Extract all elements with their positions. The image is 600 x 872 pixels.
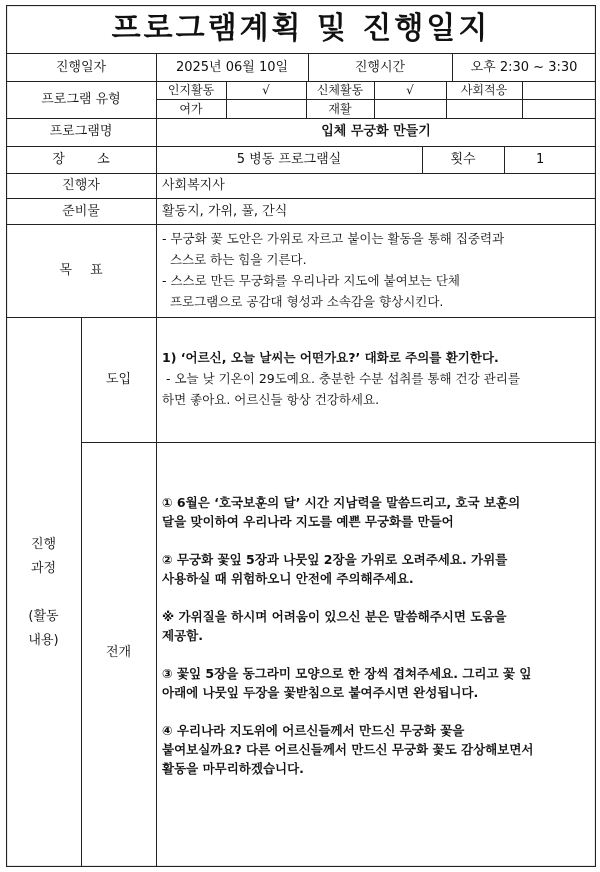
intro-label: 도입 xyxy=(105,372,132,387)
develop-text xyxy=(162,493,594,778)
intro-line: - 오늘 낮 기온이 29도예요. 충분한 수분 섭취를 통해 건강 관리를 xyxy=(162,371,520,386)
develop-line xyxy=(162,645,594,664)
intro-text xyxy=(162,347,594,410)
time-label: 진행시간 xyxy=(354,60,406,75)
process-label: 진행 과정 (활동 내용) xyxy=(28,537,59,648)
develop-line: ③ 꽃잎 5장을 동그라미 모양으로 한 장씩 겹쳐주세요. 그리고 꽃 잎 xyxy=(162,666,532,681)
develop-line: ④ 우리나라 지도위에 어르신들께서 만드신 무궁화 꽃을 xyxy=(162,723,465,738)
page-title: 프로그램계획 및 진행일지 xyxy=(111,11,491,46)
develop-line: ② 무궁화 꽃잎 5장과 나뭇잎 2장을 가위로 오려주세요. 가위를 xyxy=(162,552,508,567)
type-leisure-label: 여가 xyxy=(179,102,203,116)
program-name-label: 프로그램명 xyxy=(49,124,113,139)
type-physical-mark: √ xyxy=(406,83,414,97)
goal-line: - 스스로 만든 무궁화를 우리나라 지도에 붙여보는 단체 xyxy=(162,273,460,288)
time-value: 오후 2:30 ~ 3:30 xyxy=(470,60,578,75)
develop-line xyxy=(162,531,594,550)
date-label: 진행일자 xyxy=(55,60,107,75)
develop-line: 활동을 마무리하겠습니다. xyxy=(162,761,304,776)
program-log-sheet xyxy=(6,5,596,867)
facilitator-value: 사회복지사 xyxy=(162,178,225,193)
type-rehab-label: 재활 xyxy=(328,102,352,116)
date-value: 2025년 06월 10일 xyxy=(175,60,289,75)
goal-line: - 무궁화 꽃 도안은 가위로 자르고 붙이는 활동을 통해 집중력과 xyxy=(162,231,505,246)
count-value: 1 xyxy=(536,152,545,167)
type-cognitive-label: 인지활동 xyxy=(167,83,215,97)
develop-line xyxy=(162,702,594,721)
develop-line: 제공함. xyxy=(162,628,203,643)
develop-line: 사용하실 때 위험하오니 안전에 주의해주세요. xyxy=(162,571,414,586)
intro-heading: 1) ‘어르신, 오늘 날씨는 어떤가요?’ 대화로 주의를 환기한다. xyxy=(162,350,499,365)
supplies-label: 준비물 xyxy=(62,204,100,219)
count-label: 횟수 xyxy=(450,152,476,167)
goal-label: 목 표 xyxy=(59,263,103,278)
place-label: 장 소 xyxy=(52,152,110,167)
goal-text xyxy=(162,228,592,312)
develop-line: 붙여보실까요? 다른 어르신들께서 만드신 무궁화 꽃도 감상해보면서 xyxy=(162,742,534,757)
type-social-label: 사회적응 xyxy=(460,83,508,97)
develop-line: 달을 맞이하여 우리나라 지도를 예쁜 무궁화를 만들어 xyxy=(162,514,454,529)
type-physical-label: 신체활동 xyxy=(316,83,364,97)
develop-line xyxy=(162,588,594,607)
develop-line: ① 6월은 ‘호국보훈의 달’ 시간 지남력을 말씀드리고, 호국 보훈의 xyxy=(162,495,521,510)
supplies-value: 활동지, 가위, 풀, 간식 xyxy=(162,204,288,219)
develop-line: ※ 가위질을 하시며 어려움이 있으신 분은 말씀해주시면 도움을 xyxy=(162,609,507,624)
place-value: 5 병동 프로그램실 xyxy=(236,152,342,167)
goal-line: 프로그램으로 공감대 형성과 소속감을 향상시킨다. xyxy=(162,294,444,309)
develop-line: 아래에 나뭇잎 두장을 꽃받침으로 붙여주시면 완성됩니다. xyxy=(162,685,479,700)
program-name-value: 입체 무궁화 만들기 xyxy=(321,124,431,139)
goal-line: 스스로 하는 힘을 기른다. xyxy=(162,252,307,267)
intro-line: 하면 좋아요. 어르신들 항상 건강하세요. xyxy=(162,392,380,407)
facilitator-label: 진행자 xyxy=(62,178,100,193)
type-cognitive-mark: √ xyxy=(262,83,270,97)
develop-label: 전개 xyxy=(105,645,132,660)
program-type-label: 프로그램 유형 xyxy=(41,92,121,107)
